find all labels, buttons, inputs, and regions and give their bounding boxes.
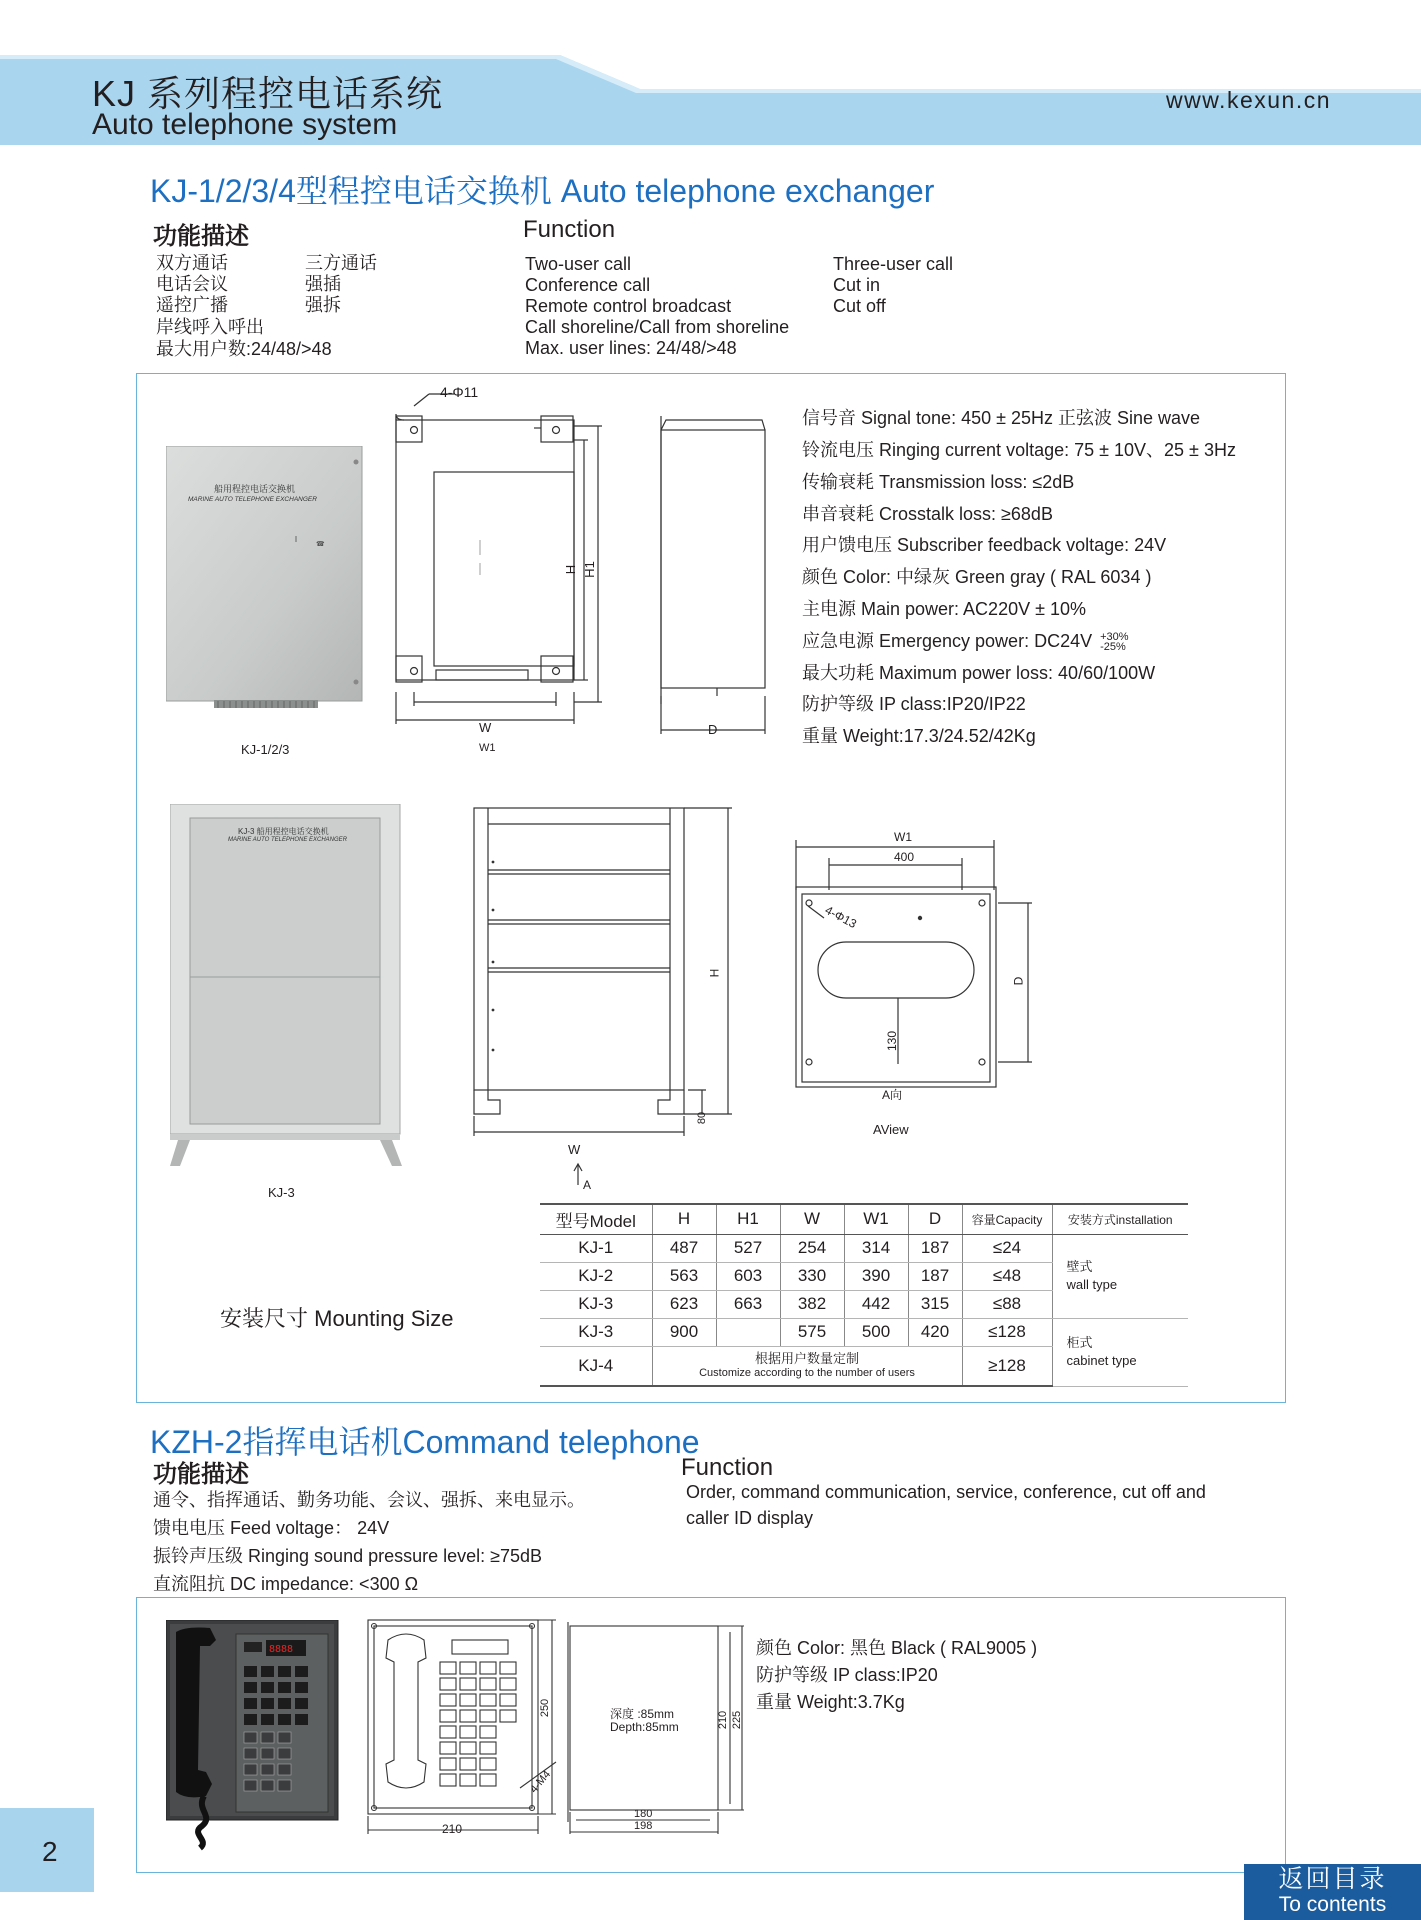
function-item: 遥控广播: [156, 295, 228, 315]
svg-text:8888: 8888: [269, 1644, 294, 1655]
cell-capacity: ≤88: [962, 1290, 1052, 1318]
cabinet-a-view-drawing: [784, 830, 1044, 1100]
tolerance-minus: -25%: [1100, 641, 1126, 654]
cell-d: 315: [908, 1290, 962, 1318]
function-item: Max. user lines: 24/48/>48: [525, 338, 737, 358]
cabinet-dim-h: H: [707, 968, 722, 978]
col-h1: H1: [716, 1204, 780, 1234]
dim-holes-11: 4-Φ11: [440, 384, 479, 400]
function-heading-zh: 功能描述: [153, 223, 249, 250]
exchanger-photo-kj3: [170, 804, 404, 1168]
feature-line: 通令、指挥通话、勤务功能、会议、强拆、来电显示。: [153, 1490, 585, 1510]
function-item: Two-user call: [525, 254, 632, 274]
wall-type-zh: 壁式: [1066, 1259, 1093, 1274]
cell-model: KJ-1: [540, 1234, 652, 1262]
cell-h: 900: [652, 1318, 716, 1346]
phone-spec-weight: 重量 Weight:3.7Kg: [756, 1692, 905, 1712]
phone-spec-color: 颜色 Color: 黑色 Black ( RAL9005 ): [756, 1638, 1038, 1658]
section-title-command-telephone: KZH-2指挥电话机Command telephone: [150, 1424, 700, 1460]
header-title-zh: KJ 系列程控电话系统: [92, 73, 444, 114]
cell-w1: 314: [844, 1234, 908, 1262]
cell-h: 487: [652, 1234, 716, 1262]
back-label-zh: 返回目录: [1278, 1865, 1387, 1893]
command-phone-side-drawing: [562, 1622, 752, 1842]
mounting-size-label: 安装尺寸 Mounting Size: [220, 1306, 454, 1331]
cell-w1: 500: [844, 1318, 908, 1346]
cell-capacity: ≤48: [962, 1262, 1052, 1290]
cell-h1: 603: [716, 1262, 780, 1290]
function-item: Cut in: [833, 275, 881, 295]
phone-dim-m4: 4-M4: [527, 1768, 554, 1796]
dim-d: D: [708, 722, 718, 737]
spec-emergency-power-text: 应急电源 Emergency power: DC24V: [802, 631, 1093, 651]
spec-transmission-loss: 传输衰耗 Transmission loss: ≤2dB: [802, 472, 1075, 492]
cell-model: KJ-3: [540, 1290, 652, 1318]
tolerance-plus: +30%: [1100, 631, 1129, 644]
function-heading-en: Function: [523, 216, 616, 243]
cell-d: 420: [908, 1318, 962, 1346]
aview-holes-13: 4-Φ13: [822, 902, 859, 932]
spec-weight: 重量 Weight:17.3/24.52/42Kg: [802, 726, 1036, 746]
function-item: Remote control broadcast: [525, 296, 732, 316]
aview-label-en: AView: [873, 1122, 909, 1137]
table-row: [540, 1318, 1188, 1346]
spec-main-power: 主电源 Main power: AC220V ± 10%: [802, 599, 1087, 619]
cell-cabinet-type: [1052, 1318, 1188, 1386]
feature-line: 直流阻抗 DC impedance: <300 Ω: [153, 1574, 419, 1594]
function-item: 双方通话: [156, 253, 228, 273]
aview-dim-130: 130: [885, 1030, 900, 1052]
aview-dim-400: 400: [894, 850, 915, 864]
custom-note-zh: 根据用户数量定制: [754, 1350, 859, 1366]
exchanger-front-drawing: [384, 380, 624, 760]
back-to-contents-button[interactable]: [1244, 1864, 1421, 1920]
exchanger-nameplate-en: MARINE AUTO TELEPHONE EXCHANGER: [188, 496, 317, 503]
cell-capacity: ≥128: [962, 1346, 1052, 1386]
aview-label-zh: A向: [882, 1088, 903, 1102]
photo-caption-kj3: KJ-3: [268, 1185, 295, 1200]
dim-w1: W1: [479, 742, 496, 754]
cell-model: KJ-2: [540, 1262, 652, 1290]
dim-h1: H1: [581, 561, 597, 578]
cell-h: 623: [652, 1290, 716, 1318]
function-item: 强拆: [305, 295, 341, 315]
function-item: 强插: [305, 274, 341, 294]
page-number: 2: [0, 1808, 94, 1892]
function-item: 三方通话: [305, 253, 377, 273]
cell-capacity: ≤24: [962, 1234, 1052, 1262]
spec-max-power-loss: 最大功耗 Maximum power loss: 40/60/100W: [802, 663, 1156, 683]
cabinet-nameplate-en: MARINE AUTO TELEPHONE EXCHANGER: [228, 837, 348, 843]
website-url[interactable]: www.kexun.cn: [1166, 87, 1332, 113]
phone-depth: [610, 1708, 679, 1734]
aview-dim-w1: W1: [894, 830, 912, 844]
section-title-exchanger: KJ-1/2/3/4型程控电话交换机 Auto telephone exchanger: [150, 173, 935, 209]
phone-dim-210: 210: [442, 1822, 463, 1836]
cell-capacity: ≤128: [962, 1318, 1052, 1346]
function-heading-zh-2: 功能描述: [153, 1461, 249, 1488]
cell-w: 382: [780, 1290, 844, 1318]
cell-d: 187: [908, 1234, 962, 1262]
cell-h1: 663: [716, 1290, 780, 1318]
function-item: Call shoreline/Call from shoreline: [525, 317, 790, 337]
command-phone-front-drawing: [360, 1612, 560, 1842]
cabinet-type-en: cabinet type: [1066, 1353, 1137, 1368]
cell-h: 563: [652, 1262, 716, 1290]
spec-ringing-voltage: 铃流电压 Ringing current voltage: 75 ± 10V、25 ± 3Hz: [802, 440, 1236, 460]
table-header-row: [540, 1204, 1188, 1234]
custom-note-en: Customize according to the number of users: [699, 1366, 915, 1379]
cell-model: KJ-3: [540, 1318, 652, 1346]
function-item: 岸线呼入呼出: [156, 317, 264, 337]
spec-feedback-voltage: 用户馈电压 Subscriber feedback voltage: 24V: [802, 535, 1167, 555]
cabinet-dim-80: 80: [696, 1111, 709, 1125]
exchanger-photo-kj123: [166, 446, 364, 708]
function-item: 最大用户数:24/48/>48: [156, 339, 332, 359]
cabinet-view-a-marker: A: [583, 1178, 592, 1192]
feature-line: 振铃声压级 Ringing sound pressure level: ≥75dB: [153, 1546, 543, 1566]
spec-crosstalk-loss: 串音衰耗 Crosstalk loss: ≥68dB: [802, 504, 1053, 524]
phone-dim-250: 250: [539, 1698, 552, 1718]
cabinet-dim-w: W: [568, 1142, 581, 1157]
cell-w1: 442: [844, 1290, 908, 1318]
col-model: 型号Model: [540, 1204, 652, 1234]
cabinet-nameplate-zh: KJ-3 船用程控电话交换机: [238, 827, 329, 836]
cell-w: 254: [780, 1234, 844, 1262]
spec-color: 颜色 Color: 中绿灰 Green gray ( RAL 6034 ): [802, 567, 1152, 587]
col-capacity: 容量Capacity: [962, 1204, 1052, 1234]
phone-dim-d210: 210: [717, 1710, 730, 1730]
exchanger-side-drawing: [652, 414, 772, 744]
function-item: Cut off: [833, 296, 886, 316]
col-installation: 安装方式installation: [1052, 1204, 1188, 1234]
cell-model: KJ-4: [540, 1346, 652, 1386]
feature-line: caller ID display: [686, 1508, 814, 1528]
spec-signal-tone: 信号音 Signal tone: 450 ± 25Hz 正弦波 Sine wave: [802, 408, 1201, 428]
wall-type-en: wall type: [1066, 1277, 1118, 1292]
col-w1: W1: [844, 1204, 908, 1234]
emergency-tolerance: [1100, 632, 1128, 652]
cell-h1: 527: [716, 1234, 780, 1262]
mounting-size-table: [540, 1203, 1188, 1387]
function-item: Conference call: [525, 275, 651, 295]
feature-line: 馈电电压 Feed voltage： 24V: [153, 1518, 390, 1538]
function-item: Three-user call: [833, 254, 954, 274]
cell-wall-type: [1052, 1234, 1188, 1318]
col-d: D: [908, 1204, 962, 1234]
cell-d: 187: [908, 1262, 962, 1290]
col-h: H: [652, 1204, 716, 1234]
phone-spec-ip: 防护等级 IP class:IP20: [756, 1665, 938, 1685]
phone-dim-180: 180: [634, 1808, 653, 1820]
svg-text:☎: ☎: [316, 541, 325, 548]
phone-depth-zh: 深度 :85mm: [610, 1707, 675, 1721]
phone-depth-en: Depth:85mm: [610, 1720, 679, 1734]
back-label-en: To contents: [1278, 1893, 1387, 1916]
cabinet-type-zh: 柜式: [1066, 1335, 1093, 1350]
exchanger-nameplate-zh: 船用程控电话交换机: [214, 485, 296, 495]
photo-caption-kj123: KJ-1/2/3: [241, 742, 290, 757]
spec-emergency-power: [802, 627, 1129, 653]
cabinet-front-drawing: [462, 800, 742, 1200]
function-item: 电话会议: [156, 274, 228, 294]
feature-line: Order, command communication, service, conference, cut off and: [686, 1482, 1206, 1502]
cell-custom: [652, 1346, 962, 1386]
spec-ip-class: 防护等级 IP class:IP20/IP22: [802, 694, 1026, 714]
phone-dim-198: 198: [634, 1820, 653, 1832]
function-heading-en-2: Function: [681, 1454, 774, 1481]
dim-w: W: [479, 720, 492, 735]
table-row: [540, 1234, 1188, 1262]
phone-dim-d225: 225: [731, 1710, 744, 1730]
cell-w: 575: [780, 1318, 844, 1346]
cell-h1: [716, 1318, 780, 1346]
command-phone-photo: [166, 1620, 340, 1852]
dim-h: H: [563, 564, 579, 575]
header-title-en: Auto telephone system: [92, 108, 398, 141]
cell-w1: 390: [844, 1262, 908, 1290]
aview-dim-d: D: [1011, 976, 1026, 986]
col-w: W: [780, 1204, 844, 1234]
cell-w: 330: [780, 1262, 844, 1290]
